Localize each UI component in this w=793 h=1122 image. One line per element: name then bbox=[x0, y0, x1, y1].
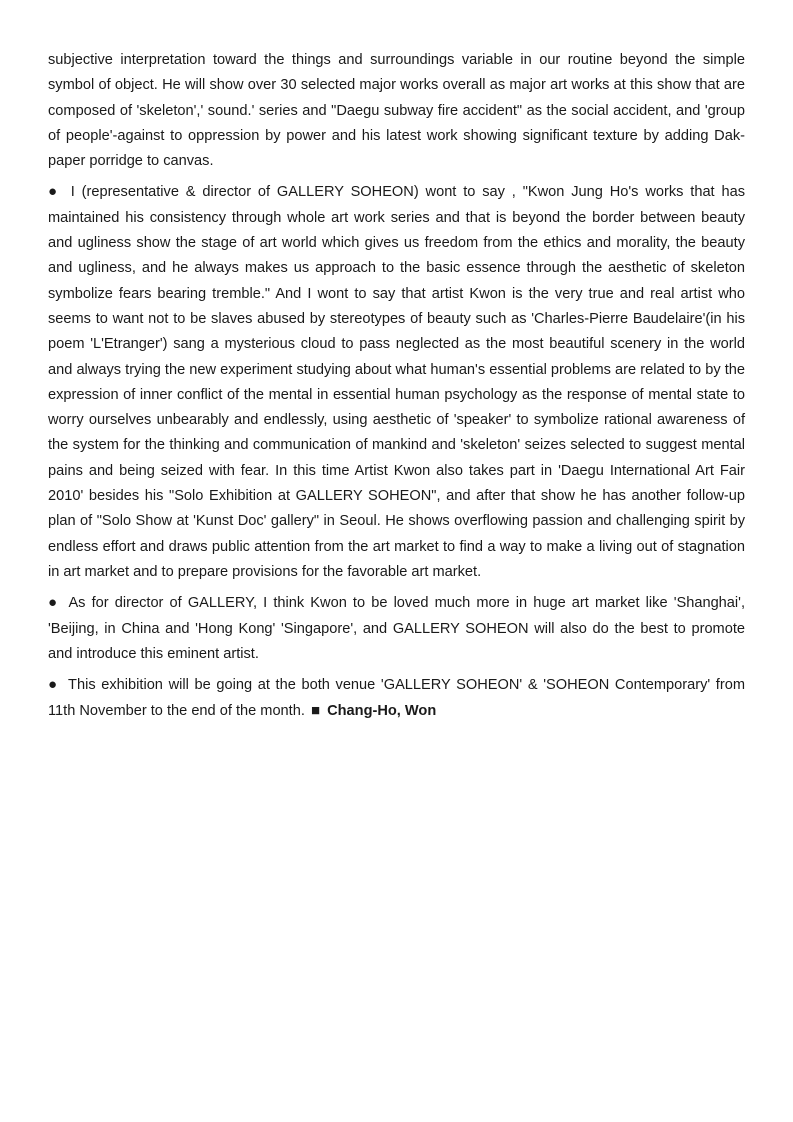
paragraph-director-statement bbox=[48, 179, 745, 585]
bullet-icon: ● bbox=[48, 594, 60, 612]
bullet-icon: ● bbox=[48, 183, 60, 201]
paragraph-text: As for director of GALLERY, I think Kwon to be loved much more in huge art market like 'Shanghai', 'Beijing, in China and 'Hong Kong' 'Singapore', and GALLERY SOHEON will also do the best to promote and introduce this eminent artist. bbox=[48, 595, 746, 662]
paragraph-intro bbox=[48, 48, 745, 174]
paragraph-closing bbox=[48, 672, 745, 725]
author-signature: Chang-Ho, Won bbox=[327, 703, 437, 720]
document-body bbox=[48, 48, 745, 730]
paragraph-market-outlook bbox=[48, 590, 745, 667]
bullet-icon: ● bbox=[48, 676, 59, 694]
paragraph-text: This exhibition will be going at the both venue 'GALLERY SOHEON' & 'SOHEON Contemporary' from 11th November to the end of the month. bbox=[48, 677, 745, 720]
end-square-icon: ■ bbox=[310, 702, 321, 720]
paragraph-text: I (representative & director of GALLERY SOHEON) wont to say , "Kwon Jung Ho's works that has maintained his consistency through whole art work series and that is beyond the border between beauty and ugliness show the stage of art world which gives us freedom from the ethics and morality, the beauty and ugliness, and he always makes us approach to the basic essence through the aesthetic of skeleton symbolize fears bearing tremble." And I wont to say that artist Kwon is the very true and real artist who seems to want not to be slaves abused by stereotypes of beauty such as 'Charles-Pierre Baudelaire'(in his poem 'L'Etranger') sang a mysterious cloud to pass neglected as the most beautiful scenery in the world and always trying the new experiment studying about what human's essential problems are related to by the expression of inner conflict of the mental in essential human psychology as the response of mental state to worry ourselves unbearably and endlessly, using aesthetic of 'speaker' to symbolize rational awareness of the system for the thinking and communication of mankind and 'skeleton' seizes selected to suggest mental pains and being seized with fear. In this time Artist Kwon also takes part in 'Daegu International Art Fair 2010' besides his "Solo Exhibition at GALLERY SOHEON", and after that show he has another follow-up plan of "Solo Show at 'Kunst Doc' gallery" in Seoul. He shows overflowing passion and challenging spirit by endless effort and draws public attention from the art market to find a way to make a living out of stagnation in art market and to prepare provisions for the favorable art market. bbox=[48, 184, 745, 580]
paragraph-text: subjective interpretation toward the things and surroundings variable in our routine beyond the simple symbol of object. He will show over 30 selected major works overall as major art works at this show that are composed of 'skeleton',' sound.' series and "Daegu subway fire accident" as the social accident, and 'group of people'-against to oppression by power and his latest work showing significant texture by adding Dak-paper porridge to canvas. bbox=[48, 52, 745, 170]
